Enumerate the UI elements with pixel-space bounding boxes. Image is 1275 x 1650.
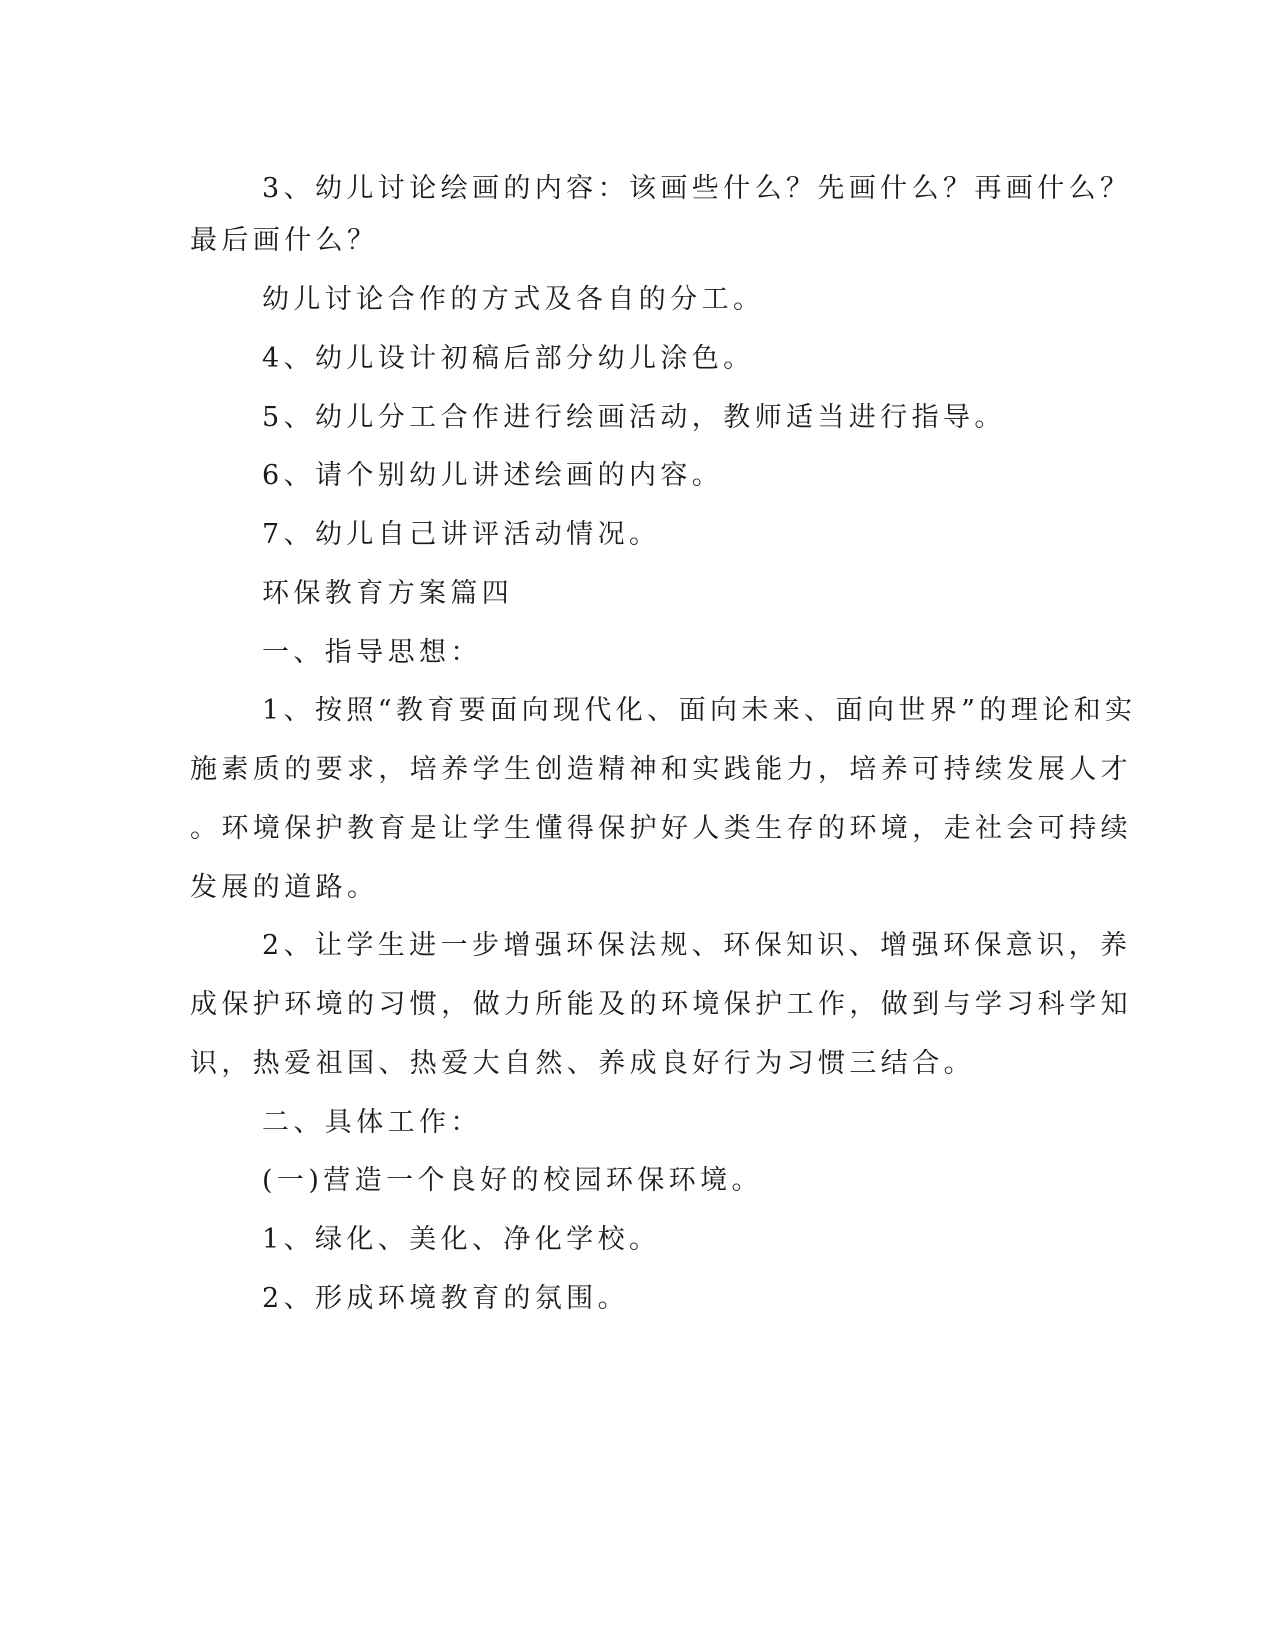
paragraph-line: 2、形成环境教育的氛围。 [262,1283,629,1314]
paragraph-line: 发展的道路。 [190,872,379,903]
paragraph-line: 5、幼儿分工合作进行绘画活动，教师适当进行指导。 [262,402,1006,433]
paragraph-line: 3、幼儿讨论绘画的内容：该画些什么？先画什么？再画什么？ [262,173,1132,204]
section-heading: 环保教育方案篇四 [262,578,514,609]
paragraph-line: 。环境保护教育是让学生懂得保护好人类生存的环境，走社会可持续 [190,813,1132,844]
paragraph-line: 2、让学生进一步增强环保法规、环保知识、增强环保意识，养 [262,930,1132,961]
paragraph-line: 成保护环境的习惯，做力所能及的环境保护工作，做到与学习科学知 [190,989,1132,1020]
paragraph-line: 识，热爱祖国、热爱大自然、养成良好行为习惯三结合。 [190,1048,975,1079]
paragraph-line: 幼儿讨论合作的方式及各自的分工。 [262,284,765,315]
subsection-heading: 二、具体工作： [262,1107,482,1138]
paragraph-line: 7、幼儿自己讲评活动情况。 [262,519,661,550]
paragraph-line: (一)营造一个良好的校园环保环境。 [262,1165,763,1196]
paragraph-line: 1、按照“教育要面向现代化、面向未来、面向世界”的理论和实 [262,695,1137,726]
paragraph-line: 最后画什么？ [190,225,379,256]
subsection-heading: 一、指导思想： [262,637,482,668]
paragraph-line: 4、幼儿设计初稿后部分幼儿涂色。 [262,343,755,374]
paragraph-line: 6、请个别幼儿讲述绘画的内容。 [262,460,724,491]
paragraph-line: 1、绿化、美化、净化学校。 [262,1224,661,1255]
paragraph-line: 施素质的要求，培养学生创造精神和实践能力，培养可持续发展人才 [190,754,1132,785]
